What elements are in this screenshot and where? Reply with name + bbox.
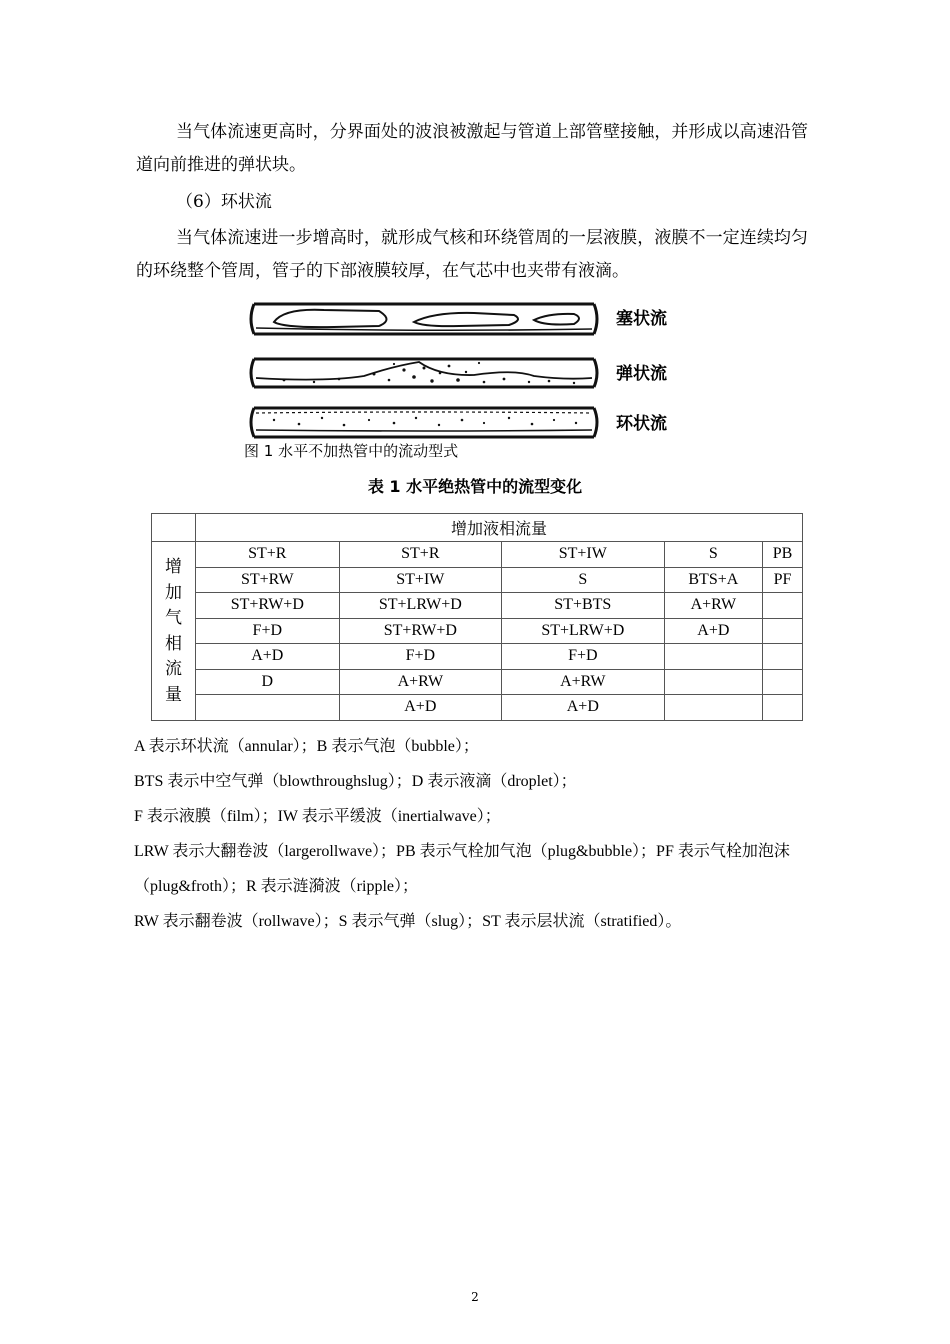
table-cell: ST+RW+D [339, 618, 501, 644]
table-cell: ST+LRW+D [339, 593, 501, 619]
table-row [152, 669, 803, 695]
paragraph-slug-flow: 当气体流速更高时，分界面处的波浪被激起与管道上部管壁接触，并形成以高速沿管道向前推进的弹状块。 [136, 122, 808, 175]
figure-caption: 图 1 水平不加热管中的流动型式 [244, 442, 459, 460]
table-cell [763, 618, 803, 644]
table-cell [763, 593, 803, 619]
table-title: 表 1 水平绝热管中的流型变化 [367, 477, 583, 496]
table-cell: ST+LRW+D [502, 618, 664, 644]
table-cell: ST+RW [196, 567, 340, 593]
table-row [152, 695, 803, 721]
flow-pattern-table [151, 513, 803, 721]
table-cell [196, 695, 340, 721]
page-number: 2 [471, 1290, 479, 1304]
table-row [152, 593, 803, 619]
table-cell: A+D [196, 644, 340, 670]
paragraph-annular-flow: 当气体流速进一步增高时，就形成气核和环绕管周的一层液膜，液膜不一定连续均匀的环绕整个管周，管子的下部液膜较厚，在气芯中也夹带有液滴。 [136, 228, 808, 281]
table-cell: ST+BTS [502, 593, 664, 619]
table-row [152, 618, 803, 644]
table-cell: A+D [502, 695, 664, 721]
legend-line: F 表示液膜（film）；IW 表示平缓波（inertialwave）； [134, 808, 501, 825]
table-cell: BTS+A [664, 567, 763, 593]
pipe-plug-flow [251, 304, 597, 334]
row-header-gas [152, 542, 196, 721]
table-row [152, 644, 803, 670]
table-cell: F+D [502, 644, 664, 670]
legend-line: A 表示环状流（annular）；B 表示气泡（bubble）； [134, 738, 479, 755]
pipe-annular-flow [251, 408, 597, 437]
column-header-liquid: 增加液相流量 [196, 514, 803, 542]
table-cell: ST+R [196, 542, 340, 568]
table-cell: A+D [339, 695, 501, 721]
table-cell [664, 695, 763, 721]
table-cell: PB [763, 542, 803, 568]
pipe-slug-flow [251, 359, 597, 387]
table-cell [763, 644, 803, 670]
legend-line: LRW 表示大翻卷波（largerollwave）；PB 表示气栓加气泡（plug&bubble）；PF 表示气栓加泡沫（plug&froth）；R 表示涟漪波（ripple）； [134, 843, 790, 895]
table-cell: D [196, 669, 340, 695]
row-header-gas-text: 增加气相流量 [165, 557, 182, 704]
table-cell [664, 644, 763, 670]
table-cell: A+RW [339, 669, 501, 695]
table-cell: A+D [664, 618, 763, 644]
table-cell [763, 695, 803, 721]
table-cell: PF [763, 567, 803, 593]
label-slug-flow: 弹状流 [616, 364, 667, 384]
table-cell [763, 669, 803, 695]
legend-line: RW 表示翻卷波（rollwave）；S 表示气弹（slug）；ST 表示层状流（stratified）。 [134, 913, 682, 930]
table-cell: S [502, 567, 664, 593]
label-plug-flow: 塞状流 [616, 309, 667, 329]
table-cell: A+RW [664, 593, 763, 619]
table-cell: A+RW [502, 669, 664, 695]
table-cell: F+D [339, 644, 501, 670]
section-heading-annular: （6）环状流 [176, 192, 272, 212]
table-row [152, 542, 803, 568]
table-cell: F+D [196, 618, 340, 644]
label-annular-flow: 环状流 [616, 414, 667, 434]
table-row [152, 567, 803, 593]
table-cell [664, 669, 763, 695]
legend-line: BTS 表示中空气弹（blowthroughslug）；D 表示液滴（droplet）； [134, 773, 577, 790]
table-cell: ST+RW+D [196, 593, 340, 619]
table-cell: ST+IW [502, 542, 664, 568]
table-cell: ST+R [339, 542, 501, 568]
table-cell: S [664, 542, 763, 568]
table-header-row [152, 514, 803, 542]
table-corner-cell [152, 514, 196, 542]
table-cell: ST+IW [339, 567, 501, 593]
